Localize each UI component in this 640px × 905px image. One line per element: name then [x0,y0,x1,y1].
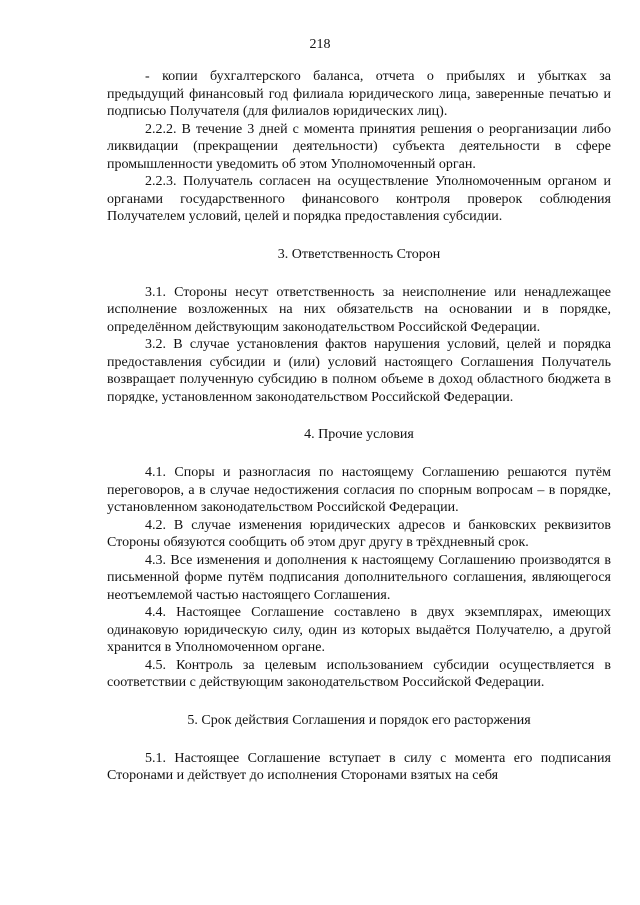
paragraph-2-2-2: 2.2.2. В течение 3 дней с момента принятия решения о реорганизации либо ликвидации (прекращении деятельности) субъекта деятельности в сфере промышленности уведомить об этом Уполномоченный орган. [107,121,611,172]
section-4-title: 4. Прочие условия [304,427,414,442]
paragraph-4-2: 4.2. В случае изменения юридических адресов и банковских реквизитов Стороны обязуются сообщить об этом друг другу в трёхдневный срок. [107,517,611,550]
paragraph-balance-copies: - копии бухгалтерского баланса, отчета о прибылях и убытках за предыдущий финансовый год филиала юридического лица, заверенные печатью и подписью Получателя (для филиалов юридических лиц). [107,69,611,119]
paragraph-4-1: 4.1. Споры и разногласия по настоящему Соглашению решаются путём переговоров, а в случае недостижения согласия по спорным вопросам – в порядке, установленном законодательством Российской Федерации. [107,465,611,515]
section-3-title: 3. Ответственность Сторон [277,246,441,262]
paragraph-4-3: 4.3. Все изменения и дополнения к настоящему Соглашению производятся в письменной форме путём подписания дополнительного соглашения, являющегося неотъемлемой частью настоящего Соглашения. [107,552,611,603]
paragraph-4-4: 4.4. Настоящее Соглашение составлено в двух экземплярах, имеющих одинаковую юридическую силу, один из которых выдаётся Получателю, а другой хранится в Уполномоченном органе. [107,605,611,655]
paragraph-3-1: 3.1. Стороны несут ответственность за неисполнение или ненадлежащее исполнение возложенных на них обязательств на основании и в порядке, определённом действующим законодательством Российской Федерации. [107,284,611,335]
paragraph-3-2: 3.2. В случае установления фактов нарушения условий, целей и порядка предоставления субсидии и (или) условий настоящего Соглашения Получатель возвращает полученную субсидию в полном объеме в доход областного бюджета в порядке, установленном законодательством Российской Федерации. [107,337,611,405]
page-number: 218 [309,37,331,52]
paragraph-2-2-3: 2.2.3. Получатель согласен на осуществление Уполномоченным органом и органами государственного финансового контроля проверок соблюдения Получателем условий, целей и порядка предоставления субсидии. [107,174,611,224]
document-body [107,68,611,785]
paragraph-4-5: 4.5. Контроль за целевым использованием субсидии осуществляется в соответствии с действующим законодательством Российской Федерации. [107,657,611,690]
paragraph-5-1: 5.1. Настоящее Соглашение вступает в силу с момента его подписания Сторонами и действует до исполнения Сторонами взятых на себя [107,750,611,783]
section-5-title: 5. Срок действия Соглашения и порядок его расторжения [187,712,531,728]
